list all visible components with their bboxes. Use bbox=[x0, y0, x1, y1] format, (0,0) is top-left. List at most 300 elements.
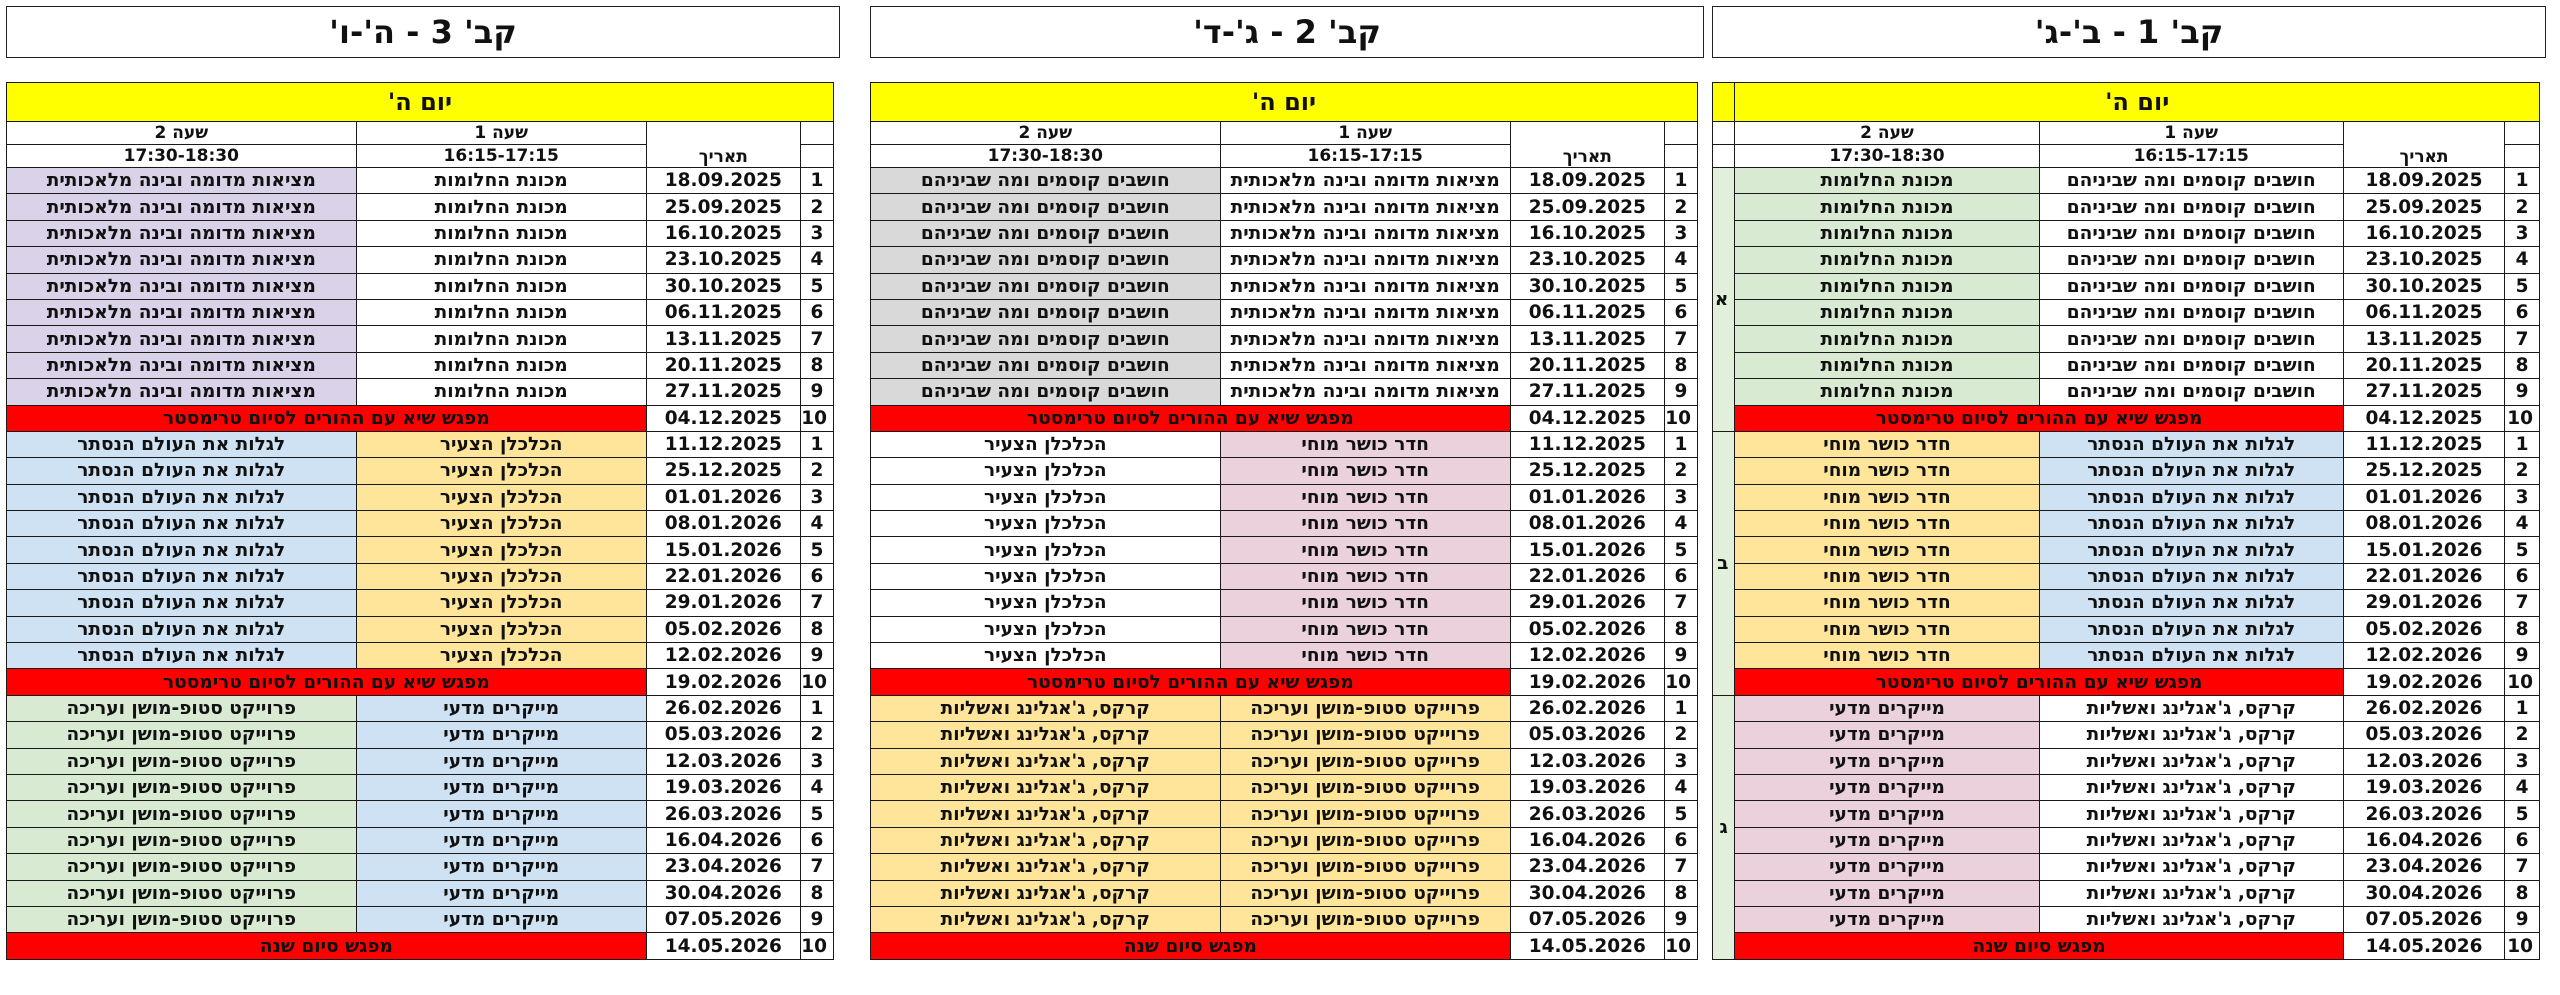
date-cell[interactable]: 12.02.2026 bbox=[646, 643, 800, 669]
date-cell[interactable]: 01.01.2026 bbox=[1510, 484, 1664, 510]
hour2-cell[interactable]: מכונת החלומות bbox=[1735, 326, 2039, 352]
row-number[interactable]: 1 bbox=[1664, 695, 1697, 721]
hour2-cell[interactable]: חושבים קוסמים ומה שביניהם bbox=[871, 352, 1221, 378]
hour1-cell[interactable]: לגלות את העולם הנסתר bbox=[2039, 616, 2343, 642]
hour1-cell[interactable]: חדר כושר מוחי bbox=[1220, 563, 1510, 589]
row-number[interactable]: 9 bbox=[800, 379, 833, 405]
hour2-cell[interactable]: חדר כושר מוחי bbox=[1735, 563, 2039, 589]
date-cell[interactable]: 12.02.2026 bbox=[1510, 643, 1664, 669]
hour2-cell[interactable]: קרקס, ג'אגלינג ואשליות bbox=[871, 695, 1221, 721]
hour1-cell[interactable]: מכונת החלומות bbox=[356, 273, 646, 299]
hour2-cell[interactable]: קרקס, ג'אגלינג ואשליות bbox=[871, 827, 1221, 853]
row-number[interactable]: 7 bbox=[1664, 854, 1697, 880]
date-cell[interactable]: 25.09.2025 bbox=[2343, 194, 2504, 220]
hour2-cell[interactable]: חושבים קוסמים ומה שביניהם bbox=[871, 247, 1221, 273]
row-number[interactable]: 7 bbox=[2505, 326, 2540, 352]
hour2-cell[interactable]: מציאות מדומה ובינה מלאכותית bbox=[7, 273, 357, 299]
hour1-cell[interactable]: פרוייקט סטופ-מושן ועריכה bbox=[1220, 906, 1510, 932]
blank-cell[interactable] bbox=[1713, 122, 1735, 145]
row-number[interactable]: 8 bbox=[2505, 880, 2540, 906]
hour2-cell[interactable]: קרקס, ג'אגלינג ואשליות bbox=[871, 748, 1221, 774]
row-number[interactable]: 5 bbox=[2505, 273, 2540, 299]
hour2-cell[interactable]: קרקס, ג'אגלינג ואשליות bbox=[871, 854, 1221, 880]
hour1-cell[interactable]: הכלכלן הצעיר bbox=[356, 563, 646, 589]
row-number[interactable]: 10 bbox=[800, 669, 833, 695]
date-cell[interactable]: 20.11.2025 bbox=[646, 352, 800, 378]
row-number[interactable]: 3 bbox=[800, 748, 833, 774]
meeting-cell[interactable]: מפגש סיום שנה bbox=[1735, 933, 2343, 959]
hour1-cell[interactable]: מציאות מדומה ובינה מלאכותית bbox=[1220, 379, 1510, 405]
date-cell[interactable]: 19.02.2026 bbox=[1510, 669, 1664, 695]
hour2-cell[interactable]: פרוייקט סטופ-מושן ועריכה bbox=[7, 854, 357, 880]
row-number[interactable]: 4 bbox=[2505, 774, 2540, 800]
hour2-cell[interactable]: חדר כושר מוחי bbox=[1735, 431, 2039, 457]
hour2-cell[interactable]: מכונת החלומות bbox=[1735, 299, 2039, 325]
date-cell[interactable]: 18.09.2025 bbox=[1510, 168, 1664, 194]
date-cell[interactable]: 04.12.2025 bbox=[2343, 405, 2504, 431]
hour2-cell[interactable]: קרקס, ג'אגלינג ואשליות bbox=[871, 880, 1221, 906]
date-cell[interactable]: 04.12.2025 bbox=[1510, 405, 1664, 431]
meeting-cell[interactable]: מפגש שיא עם ההורים לסיום טרימסטר bbox=[871, 405, 1511, 431]
hour2-cell[interactable]: חדר כושר מוחי bbox=[1735, 590, 2039, 616]
date-cell[interactable]: 12.02.2026 bbox=[2343, 643, 2504, 669]
date-cell[interactable]: 30.04.2026 bbox=[1510, 880, 1664, 906]
num-header-cell[interactable] bbox=[2505, 122, 2540, 145]
date-cell[interactable]: 20.11.2025 bbox=[1510, 352, 1664, 378]
row-number[interactable]: 9 bbox=[2505, 643, 2540, 669]
hour2-cell[interactable]: הכלכלן הצעיר bbox=[871, 431, 1221, 457]
hour2-cell[interactable]: לגלות את העולם הנסתר bbox=[7, 537, 357, 563]
hour2-cell[interactable]: פרוייקט סטופ-מושן ועריכה bbox=[7, 722, 357, 748]
date-cell[interactable]: 29.01.2026 bbox=[1510, 590, 1664, 616]
hour2-cell[interactable]: מכונת החלומות bbox=[1735, 247, 2039, 273]
hour2-cell[interactable]: חושבים קוסמים ומה שביניהם bbox=[871, 273, 1221, 299]
date-cell[interactable]: 08.01.2026 bbox=[646, 511, 800, 537]
hour1-cell[interactable]: פרוייקט סטופ-מושן ועריכה bbox=[1220, 854, 1510, 880]
row-number[interactable]: 7 bbox=[800, 854, 833, 880]
date-cell[interactable]: 18.09.2025 bbox=[646, 168, 800, 194]
hour2-cell[interactable]: קרקס, ג'אגלינג ואשליות bbox=[871, 774, 1221, 800]
hour2-cell[interactable]: חושבים קוסמים ומה שביניהם bbox=[871, 379, 1221, 405]
date-cell[interactable]: 26.03.2026 bbox=[1510, 801, 1664, 827]
row-number[interactable]: 9 bbox=[800, 643, 833, 669]
hour1-cell[interactable]: קרקס, ג'אגלינג ואשליות bbox=[2039, 748, 2343, 774]
row-number[interactable]: 4 bbox=[1664, 774, 1697, 800]
date-header[interactable]: תאריך bbox=[646, 122, 800, 168]
hour1-cell[interactable]: חדר כושר מוחי bbox=[1220, 616, 1510, 642]
date-cell[interactable]: 15.01.2026 bbox=[646, 537, 800, 563]
hour2-time[interactable]: 17:30-18:30 bbox=[7, 145, 357, 168]
row-number[interactable]: 7 bbox=[1664, 326, 1697, 352]
row-number[interactable]: 10 bbox=[1664, 669, 1697, 695]
hour1-cell[interactable]: לגלות את העולם הנסתר bbox=[2039, 537, 2343, 563]
row-number[interactable]: 5 bbox=[1664, 273, 1697, 299]
hour1-cell[interactable]: מייקרים מדעי bbox=[356, 801, 646, 827]
hour2-cell[interactable]: מציאות מדומה ובינה מלאכותית bbox=[7, 220, 357, 246]
date-cell[interactable]: 23.10.2025 bbox=[646, 247, 800, 273]
row-number[interactable]: 3 bbox=[1664, 748, 1697, 774]
hour1-cell[interactable]: חדר כושר מוחי bbox=[1220, 458, 1510, 484]
hour2-cell[interactable]: מכונת החלומות bbox=[1735, 379, 2039, 405]
hour1-cell[interactable]: קרקס, ג'אגלינג ואשליות bbox=[2039, 695, 2343, 721]
row-number[interactable]: 7 bbox=[2505, 590, 2540, 616]
row-number[interactable]: 10 bbox=[800, 933, 833, 959]
date-cell[interactable]: 23.04.2026 bbox=[2343, 854, 2504, 880]
row-number[interactable]: 2 bbox=[2505, 458, 2540, 484]
hour2-cell[interactable]: הכלכלן הצעיר bbox=[871, 590, 1221, 616]
hour1-cell[interactable]: פרוייקט סטופ-מושן ועריכה bbox=[1220, 827, 1510, 853]
row-number[interactable]: 9 bbox=[800, 906, 833, 932]
hour1-cell[interactable]: לגלות את העולם הנסתר bbox=[2039, 590, 2343, 616]
date-cell[interactable]: 08.01.2026 bbox=[1510, 511, 1664, 537]
row-number[interactable]: 1 bbox=[2505, 695, 2540, 721]
hour1-cell[interactable]: הכלכלן הצעיר bbox=[356, 484, 646, 510]
date-cell[interactable]: 26.02.2026 bbox=[646, 695, 800, 721]
meeting-cell[interactable]: מפגש שיא עם ההורים לסיום טרימסטר bbox=[1735, 669, 2343, 695]
row-number[interactable]: 9 bbox=[1664, 906, 1697, 932]
date-cell[interactable]: 23.04.2026 bbox=[1510, 854, 1664, 880]
hour2-cell[interactable]: חושבים קוסמים ומה שביניהם bbox=[871, 299, 1221, 325]
date-cell[interactable]: 25.09.2025 bbox=[1510, 194, 1664, 220]
date-cell[interactable]: 19.02.2026 bbox=[2343, 669, 2504, 695]
date-cell[interactable]: 14.05.2026 bbox=[1510, 933, 1664, 959]
hour2-cell[interactable]: מציאות מדומה ובינה מלאכותית bbox=[7, 352, 357, 378]
hour2-header[interactable]: שעה 2 bbox=[871, 122, 1221, 145]
date-cell[interactable]: 16.04.2026 bbox=[1510, 827, 1664, 853]
row-number[interactable]: 2 bbox=[800, 194, 833, 220]
hour2-cell[interactable]: חושבים קוסמים ומה שביניהם bbox=[871, 220, 1221, 246]
date-cell[interactable]: 07.05.2026 bbox=[2343, 906, 2504, 932]
hour2-cell[interactable]: פרוייקט סטופ-מושן ועריכה bbox=[7, 801, 357, 827]
date-cell[interactable]: 26.03.2026 bbox=[646, 801, 800, 827]
blank-cell[interactable] bbox=[1713, 83, 1735, 122]
date-cell[interactable]: 06.11.2025 bbox=[646, 299, 800, 325]
row-number[interactable]: 4 bbox=[2505, 247, 2540, 273]
row-number[interactable]: 9 bbox=[1664, 379, 1697, 405]
date-cell[interactable]: 05.02.2026 bbox=[2343, 616, 2504, 642]
date-cell[interactable]: 16.10.2025 bbox=[2343, 220, 2504, 246]
day-header[interactable]: יום ה' bbox=[7, 83, 834, 122]
hour1-cell[interactable]: חושבים קוסמים ומה שביניהם bbox=[2039, 273, 2343, 299]
row-number[interactable]: 8 bbox=[2505, 352, 2540, 378]
row-number[interactable]: 4 bbox=[800, 511, 833, 537]
hour1-header[interactable]: שעה 1 bbox=[1220, 122, 1510, 145]
hour2-cell[interactable]: מציאות מדומה ובינה מלאכותית bbox=[7, 299, 357, 325]
hour2-cell[interactable]: פרוייקט סטופ-מושן ועריכה bbox=[7, 748, 357, 774]
date-cell[interactable]: 15.01.2026 bbox=[2343, 537, 2504, 563]
hour2-cell[interactable]: מייקרים מדעי bbox=[1735, 854, 2039, 880]
hour2-cell[interactable]: מציאות מדומה ובינה מלאכותית bbox=[7, 194, 357, 220]
row-number[interactable]: 7 bbox=[1664, 590, 1697, 616]
hour1-cell[interactable]: חדר כושר מוחי bbox=[1220, 431, 1510, 457]
hour2-cell[interactable]: מייקרים מדעי bbox=[1735, 722, 2039, 748]
row-number[interactable]: 9 bbox=[1664, 643, 1697, 669]
hour2-cell[interactable]: חושבים קוסמים ומה שביניהם bbox=[871, 194, 1221, 220]
hour1-cell[interactable]: לגלות את העולם הנסתר bbox=[2039, 458, 2343, 484]
hour2-cell[interactable]: קרקס, ג'אגלינג ואשליות bbox=[871, 801, 1221, 827]
date-cell[interactable]: 16.04.2026 bbox=[646, 827, 800, 853]
hour1-cell[interactable]: מציאות מדומה ובינה מלאכותית bbox=[1220, 247, 1510, 273]
row-number[interactable]: 8 bbox=[800, 352, 833, 378]
hour2-cell[interactable]: הכלכלן הצעיר bbox=[871, 563, 1221, 589]
date-cell[interactable]: 19.03.2026 bbox=[2343, 774, 2504, 800]
hour1-cell[interactable]: מייקרים מדעי bbox=[356, 774, 646, 800]
hour2-cell[interactable]: חדר כושר מוחי bbox=[1735, 537, 2039, 563]
hour1-cell[interactable]: הכלכלן הצעיר bbox=[356, 431, 646, 457]
hour1-cell[interactable]: מציאות מדומה ובינה מלאכותית bbox=[1220, 168, 1510, 194]
hour1-time[interactable]: 16:15-17:15 bbox=[356, 145, 646, 168]
hour2-cell[interactable]: פרוייקט סטופ-מושן ועריכה bbox=[7, 880, 357, 906]
date-cell[interactable]: 23.04.2026 bbox=[646, 854, 800, 880]
hour1-cell[interactable]: פרוייקט סטופ-מושן ועריכה bbox=[1220, 801, 1510, 827]
hour2-cell[interactable]: הכלכלן הצעיר bbox=[871, 537, 1221, 563]
hour2-time[interactable]: 17:30-18:30 bbox=[1735, 145, 2039, 168]
hour1-cell[interactable]: מייקרים מדעי bbox=[356, 827, 646, 853]
row-number[interactable]: 2 bbox=[800, 458, 833, 484]
hour1-cell[interactable]: הכלכלן הצעיר bbox=[356, 616, 646, 642]
hour1-cell[interactable]: מכונת החלומות bbox=[356, 247, 646, 273]
row-number[interactable]: 8 bbox=[800, 616, 833, 642]
date-cell[interactable]: 23.10.2025 bbox=[1510, 247, 1664, 273]
meeting-cell[interactable]: מפגש שיא עם ההורים לסיום טרימסטר bbox=[1735, 405, 2343, 431]
hour1-cell[interactable]: מייקרים מדעי bbox=[356, 722, 646, 748]
hour2-cell[interactable]: פרוייקט סטופ-מושן ועריכה bbox=[7, 906, 357, 932]
date-cell[interactable]: 30.10.2025 bbox=[2343, 273, 2504, 299]
hour1-cell[interactable]: חושבים קוסמים ומה שביניהם bbox=[2039, 247, 2343, 273]
hour1-cell[interactable]: מציאות מדומה ובינה מלאכותית bbox=[1220, 326, 1510, 352]
date-cell[interactable]: 27.11.2025 bbox=[2343, 379, 2504, 405]
hour1-cell[interactable]: פרוייקט סטופ-מושן ועריכה bbox=[1220, 722, 1510, 748]
hour2-cell[interactable]: קרקס, ג'אגלינג ואשליות bbox=[871, 906, 1221, 932]
hour1-cell[interactable]: חושבים קוסמים ומה שביניהם bbox=[2039, 379, 2343, 405]
row-number[interactable]: 2 bbox=[800, 722, 833, 748]
date-cell[interactable]: 18.09.2025 bbox=[2343, 168, 2504, 194]
row-number[interactable]: 3 bbox=[1664, 220, 1697, 246]
date-cell[interactable]: 07.05.2026 bbox=[646, 906, 800, 932]
row-number[interactable]: 1 bbox=[800, 695, 833, 721]
date-cell[interactable]: 16.10.2025 bbox=[1510, 220, 1664, 246]
num-header-cell[interactable] bbox=[800, 122, 833, 145]
row-number[interactable]: 5 bbox=[800, 801, 833, 827]
row-number[interactable]: 4 bbox=[1664, 247, 1697, 273]
hour2-cell[interactable]: מציאות מדומה ובינה מלאכותית bbox=[7, 326, 357, 352]
hour1-cell[interactable]: חושבים קוסמים ומה שביניהם bbox=[2039, 299, 2343, 325]
date-cell[interactable]: 25.09.2025 bbox=[646, 194, 800, 220]
date-cell[interactable]: 25.12.2025 bbox=[646, 458, 800, 484]
hour2-cell[interactable]: לגלות את העולם הנסתר bbox=[7, 458, 357, 484]
row-number[interactable]: 4 bbox=[800, 247, 833, 273]
date-cell[interactable]: 27.11.2025 bbox=[646, 379, 800, 405]
row-number[interactable]: 10 bbox=[2505, 669, 2540, 695]
row-number[interactable]: 8 bbox=[1664, 352, 1697, 378]
hour2-cell[interactable]: חדר כושר מוחי bbox=[1735, 458, 2039, 484]
row-number[interactable]: 5 bbox=[2505, 801, 2540, 827]
hour1-cell[interactable]: לגלות את העולם הנסתר bbox=[2039, 511, 2343, 537]
date-cell[interactable]: 11.12.2025 bbox=[1510, 431, 1664, 457]
date-cell[interactable]: 14.05.2026 bbox=[646, 933, 800, 959]
row-number[interactable]: 6 bbox=[2505, 827, 2540, 853]
meeting-cell[interactable]: מפגש סיום שנה bbox=[7, 933, 647, 959]
meeting-cell[interactable]: מפגש סיום שנה bbox=[871, 933, 1511, 959]
hour1-cell[interactable]: חדר כושר מוחי bbox=[1220, 484, 1510, 510]
row-number[interactable]: 2 bbox=[1664, 722, 1697, 748]
hour1-cell[interactable]: מכונת החלומות bbox=[356, 352, 646, 378]
hour2-time[interactable]: 17:30-18:30 bbox=[871, 145, 1221, 168]
date-cell[interactable]: 19.02.2026 bbox=[646, 669, 800, 695]
date-cell[interactable]: 05.03.2026 bbox=[2343, 722, 2504, 748]
hour2-cell[interactable]: לגלות את העולם הנסתר bbox=[7, 616, 357, 642]
row-number[interactable]: 1 bbox=[1664, 431, 1697, 457]
date-cell[interactable]: 29.01.2026 bbox=[2343, 590, 2504, 616]
hour1-header[interactable]: שעה 1 bbox=[2039, 122, 2343, 145]
hour1-cell[interactable]: מכונת החלומות bbox=[356, 168, 646, 194]
num-header-cell[interactable] bbox=[800, 145, 833, 168]
hour2-cell[interactable]: הכלכלן הצעיר bbox=[871, 643, 1221, 669]
hour1-cell[interactable]: קרקס, ג'אגלינג ואשליות bbox=[2039, 774, 2343, 800]
hour1-cell[interactable]: מייקרים מדעי bbox=[356, 906, 646, 932]
date-cell[interactable]: 30.10.2025 bbox=[1510, 273, 1664, 299]
date-cell[interactable]: 23.10.2025 bbox=[2343, 247, 2504, 273]
hour1-cell[interactable]: מכונת החלומות bbox=[356, 379, 646, 405]
hour2-cell[interactable]: מייקרים מדעי bbox=[1735, 774, 2039, 800]
hour1-cell[interactable]: הכלכלן הצעיר bbox=[356, 643, 646, 669]
date-cell[interactable]: 05.03.2026 bbox=[1510, 722, 1664, 748]
hour1-cell[interactable]: מייקרים מדעי bbox=[356, 748, 646, 774]
hour1-cell[interactable]: פרוייקט סטופ-מושן ועריכה bbox=[1220, 695, 1510, 721]
row-number[interactable]: 2 bbox=[1664, 458, 1697, 484]
hour1-cell[interactable]: חושבים קוסמים ומה שביניהם bbox=[2039, 194, 2343, 220]
row-number[interactable]: 3 bbox=[800, 220, 833, 246]
date-cell[interactable]: 29.01.2026 bbox=[646, 590, 800, 616]
hour2-cell[interactable]: מכונת החלומות bbox=[1735, 220, 2039, 246]
hour1-cell[interactable]: לגלות את העולם הנסתר bbox=[2039, 643, 2343, 669]
row-number[interactable]: 8 bbox=[2505, 616, 2540, 642]
hour1-cell[interactable]: מכונת החלומות bbox=[356, 220, 646, 246]
date-header[interactable]: תאריך bbox=[2343, 122, 2504, 168]
hour1-cell[interactable]: קרקס, ג'אגלינג ואשליות bbox=[2039, 880, 2343, 906]
hour2-cell[interactable]: הכלכלן הצעיר bbox=[871, 511, 1221, 537]
date-cell[interactable]: 19.03.2026 bbox=[1510, 774, 1664, 800]
row-number[interactable]: 10 bbox=[1664, 933, 1697, 959]
hour1-cell[interactable]: הכלכלן הצעיר bbox=[356, 590, 646, 616]
hour2-cell[interactable]: לגלות את העולם הנסתר bbox=[7, 511, 357, 537]
row-number[interactable]: 8 bbox=[1664, 880, 1697, 906]
date-cell[interactable]: 12.03.2026 bbox=[2343, 748, 2504, 774]
row-number[interactable]: 1 bbox=[2505, 431, 2540, 457]
hour2-cell[interactable]: מציאות מדומה ובינה מלאכותית bbox=[7, 379, 357, 405]
row-number[interactable]: 3 bbox=[2505, 220, 2540, 246]
row-number[interactable]: 6 bbox=[1664, 299, 1697, 325]
row-number[interactable]: 6 bbox=[800, 827, 833, 853]
hour2-cell[interactable]: הכלכלן הצעיר bbox=[871, 458, 1221, 484]
date-cell[interactable]: 06.11.2025 bbox=[2343, 299, 2504, 325]
hour1-cell[interactable]: מציאות מדומה ובינה מלאכותית bbox=[1220, 194, 1510, 220]
hour1-cell[interactable]: הכלכלן הצעיר bbox=[356, 458, 646, 484]
hour2-cell[interactable]: מייקרים מדעי bbox=[1735, 801, 2039, 827]
meeting-cell[interactable]: מפגש שיא עם ההורים לסיום טרימסטר bbox=[7, 669, 647, 695]
day-header[interactable]: יום ה' bbox=[1735, 83, 2540, 122]
date-cell[interactable]: 05.02.2026 bbox=[646, 616, 800, 642]
row-number[interactable]: 7 bbox=[2505, 854, 2540, 880]
row-number[interactable]: 10 bbox=[2505, 405, 2540, 431]
row-number[interactable]: 7 bbox=[800, 590, 833, 616]
date-cell[interactable]: 19.03.2026 bbox=[646, 774, 800, 800]
hour2-cell[interactable]: לגלות את העולם הנסתר bbox=[7, 590, 357, 616]
row-number[interactable]: 5 bbox=[800, 273, 833, 299]
date-cell[interactable]: 30.04.2026 bbox=[646, 880, 800, 906]
date-cell[interactable]: 13.11.2025 bbox=[2343, 326, 2504, 352]
date-cell[interactable]: 11.12.2025 bbox=[2343, 431, 2504, 457]
hour1-cell[interactable]: מכונת החלומות bbox=[356, 299, 646, 325]
row-number[interactable]: 2 bbox=[2505, 194, 2540, 220]
hour1-time[interactable]: 16:15-17:15 bbox=[2039, 145, 2343, 168]
row-number[interactable]: 5 bbox=[2505, 537, 2540, 563]
date-cell[interactable]: 22.01.2026 bbox=[646, 563, 800, 589]
date-cell[interactable]: 27.11.2025 bbox=[1510, 379, 1664, 405]
num-header-cell[interactable] bbox=[1664, 145, 1697, 168]
hour1-cell[interactable]: קרקס, ג'אגלינג ואשליות bbox=[2039, 722, 2343, 748]
hour2-cell[interactable]: מייקרים מדעי bbox=[1735, 880, 2039, 906]
row-number[interactable]: 4 bbox=[800, 774, 833, 800]
date-cell[interactable]: 30.10.2025 bbox=[646, 273, 800, 299]
date-cell[interactable]: 05.02.2026 bbox=[1510, 616, 1664, 642]
hour1-cell[interactable]: קרקס, ג'אגלינג ואשליות bbox=[2039, 801, 2343, 827]
hour1-cell[interactable]: קרקס, ג'אגלינג ואשליות bbox=[2039, 854, 2343, 880]
date-cell[interactable]: 22.01.2026 bbox=[2343, 563, 2504, 589]
row-number[interactable]: 9 bbox=[2505, 906, 2540, 932]
row-number[interactable]: 1 bbox=[800, 168, 833, 194]
date-cell[interactable]: 05.03.2026 bbox=[646, 722, 800, 748]
hour2-cell[interactable]: מייקרים מדעי bbox=[1735, 748, 2039, 774]
hour2-cell[interactable]: הכלכלן הצעיר bbox=[871, 616, 1221, 642]
hour1-cell[interactable]: קרקס, ג'אגלינג ואשליות bbox=[2039, 827, 2343, 853]
date-cell[interactable]: 16.04.2026 bbox=[2343, 827, 2504, 853]
hour1-cell[interactable]: חדר כושר מוחי bbox=[1220, 590, 1510, 616]
hour2-cell[interactable]: מייקרים מדעי bbox=[1735, 906, 2039, 932]
hour1-cell[interactable]: פרוייקט סטופ-מושן ועריכה bbox=[1220, 774, 1510, 800]
day-header[interactable]: יום ה' bbox=[871, 83, 1698, 122]
meeting-cell[interactable]: מפגש שיא עם ההורים לסיום טרימסטר bbox=[871, 669, 1511, 695]
hour2-cell[interactable]: לגלות את העולם הנסתר bbox=[7, 643, 357, 669]
hour1-cell[interactable]: הכלכלן הצעיר bbox=[356, 537, 646, 563]
row-number[interactable]: 5 bbox=[800, 537, 833, 563]
hour2-cell[interactable]: מכונת החלומות bbox=[1735, 352, 2039, 378]
hour1-cell[interactable]: פרוייקט סטופ-מושן ועריכה bbox=[1220, 880, 1510, 906]
hour1-cell[interactable]: קרקס, ג'אגלינג ואשליות bbox=[2039, 906, 2343, 932]
row-number[interactable]: 6 bbox=[1664, 563, 1697, 589]
row-number[interactable]: 1 bbox=[2505, 168, 2540, 194]
row-number[interactable]: 6 bbox=[1664, 827, 1697, 853]
hour2-cell[interactable]: פרוייקט סטופ-מושן ועריכה bbox=[7, 695, 357, 721]
hour1-cell[interactable]: מייקרים מדעי bbox=[356, 880, 646, 906]
hour2-cell[interactable]: פרוייקט סטופ-מושן ועריכה bbox=[7, 774, 357, 800]
hour2-header[interactable]: שעה 2 bbox=[7, 122, 357, 145]
hour2-header[interactable]: שעה 2 bbox=[1735, 122, 2039, 145]
hour2-cell[interactable]: מציאות מדומה ובינה מלאכותית bbox=[7, 168, 357, 194]
row-number[interactable]: 4 bbox=[2505, 511, 2540, 537]
hour1-cell[interactable]: לגלות את העולם הנסתר bbox=[2039, 563, 2343, 589]
hour2-cell[interactable]: מייקרים מדעי bbox=[1735, 827, 2039, 853]
date-cell[interactable]: 07.05.2026 bbox=[1510, 906, 1664, 932]
date-cell[interactable]: 22.01.2026 bbox=[1510, 563, 1664, 589]
date-cell[interactable]: 13.11.2025 bbox=[646, 326, 800, 352]
row-number[interactable]: 1 bbox=[1664, 168, 1697, 194]
date-cell[interactable]: 08.01.2026 bbox=[2343, 511, 2504, 537]
date-cell[interactable]: 15.01.2026 bbox=[1510, 537, 1664, 563]
hour1-cell[interactable]: הכלכלן הצעיר bbox=[356, 511, 646, 537]
row-number[interactable]: 5 bbox=[1664, 537, 1697, 563]
date-cell[interactable]: 04.12.2025 bbox=[646, 405, 800, 431]
